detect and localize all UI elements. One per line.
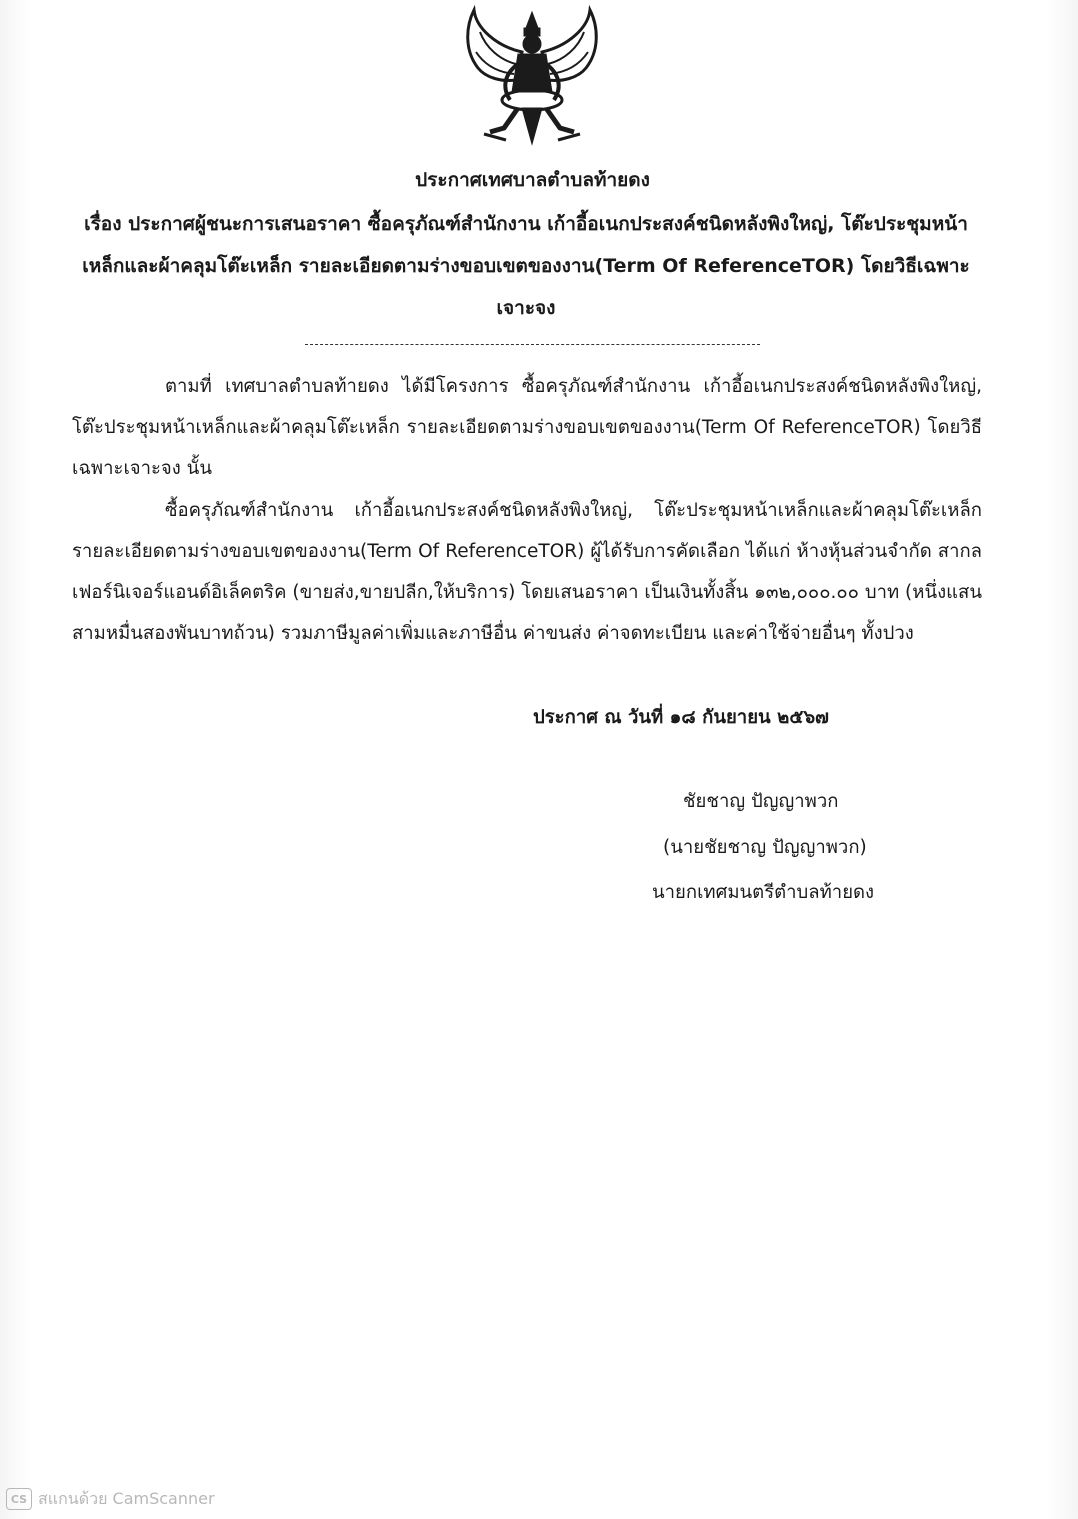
camscanner-logo-icon: CS — [6, 1488, 32, 1510]
watermark-text: สแกนด้วย CamScanner — [38, 1488, 215, 1508]
garuda-emblem-icon — [456, 4, 608, 150]
paragraph-winner-text: ซื้อครุภัณฑ์สำนักงาน เก้าอี้อเนกประสงค์ชนิดหลังพิงใหญ่, โต๊ะประชุมหน้าเหล็กและผ้าคลุมโต๊ะเหล็ก รายละเอียดตามร่างขอบเขตของงาน(Term Of ReferenceTOR) ผู้ได้รับการคัดเลือก ได้แก่ ห้างหุ้นส่วนจำกัด สากล เฟอร์นิเจอร์แอนด์อิเล็คตริค (ขายส่ง,ขายปลีก,ให้บริการ) โดยเสนอราคา เป็นเงินทั้งสิ้น ๑๓๒,๐๐๐.๐๐ บาท (หนึ่งแสนสามหมื่นสองพันบาทถ้วน) รวมภาษีมูลค่าเพิ่มและภาษีอื่น ค่าขนส่ง ค่าจดทะเบียน และค่าใช้จ่ายอื่นๆ ทั้งปวง — [72, 500, 982, 644]
announcement-heading: ประกาศเทศบาลตำบลท้ายดง — [415, 169, 650, 191]
paragraph-winner — [72, 490, 982, 654]
announcement-subject: เรื่อง ประกาศผู้ชนะการเสนอราคา ซื้อครุภัณฑ์สำนักงาน เก้าอี้อเนกประสงค์ชนิดหลังพิงใหญ่, โต๊ะประชุมหน้าเหล็กและผ้าคลุมโต๊ะเหล็ก รายละเอียดตามร่างขอบเขตของงาน(Term Of ReferenceTOR) โดยวิธีเฉพาะเจาะจง — [82, 213, 970, 319]
signatory-full-name: (นายชัยชาญ ปัญญาพวก) — [663, 837, 867, 858]
signature-name: ชัยชาญ ปัญญาพวก — [683, 791, 839, 812]
camscanner-watermark — [6, 1487, 215, 1511]
paragraph-intro-text: ตามที่ เทศบาลตำบลท้ายดง ได้มีโครงการ ซื้อครุภัณฑ์สำนักงาน เก้าอี้อเนกประสงค์ชนิดหลังพิงใหญ่, โต๊ะประชุมหน้าเหล็กและผ้าคลุมโต๊ะเหล็ก รายละเอียดตามร่างขอบเขตของงาน(Term Of ReferenceTOR) โดยวิธีเฉพาะเจาะจง นั้น — [72, 376, 982, 479]
signatory-position: นายกเทศมนตรีตำบลท้ายดง — [652, 882, 875, 903]
paragraph-intro — [72, 366, 982, 489]
divider-line — [305, 344, 760, 345]
announcement-date: ประกาศ ณ วันที่ ๑๘ กันยายน ๒๕๖๗ — [533, 707, 829, 728]
